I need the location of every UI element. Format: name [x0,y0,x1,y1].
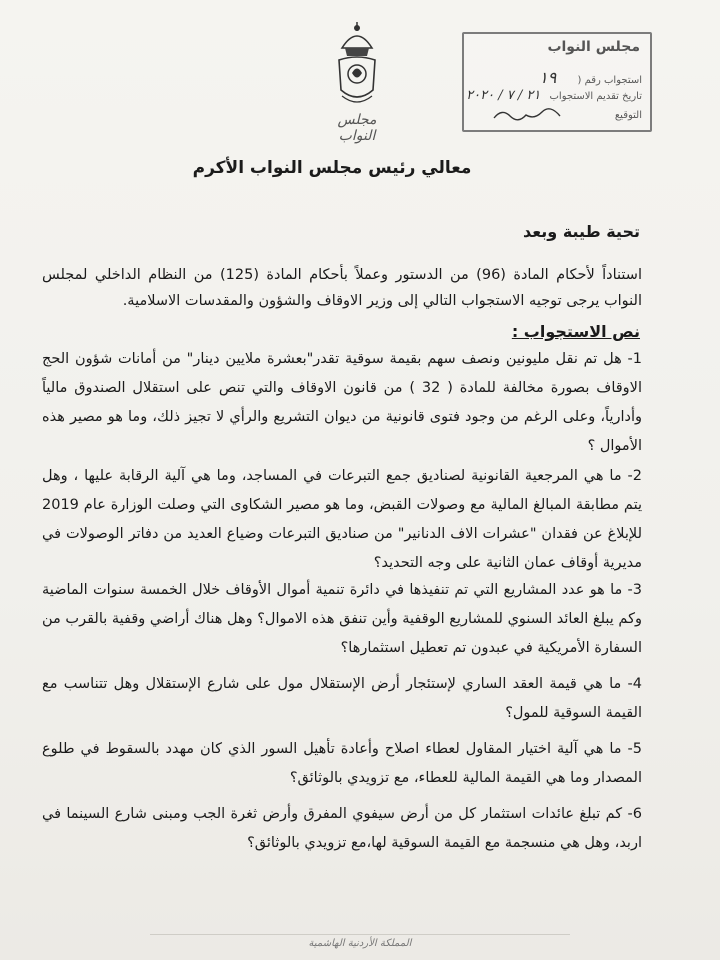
letter-greeting: تحية طيبة وبعد [523,222,640,241]
footer-text: المملكة الأردنية الهاشمية [308,938,412,949]
emblem-label: مجلس النواب [337,112,377,144]
footer-divider [150,934,570,935]
parliament-emblem [322,18,392,144]
letter-heading: معالي رئيس مجلس النواب الأكرم [192,158,472,178]
question-item: 1- هل تم نقل مليونين ونصف سهم بقيمة سوقية تقدر"بعشرة ملايين دينار" من أمانات شؤون الحج الاوقاف بصورة مخالفة للمادة ( 32 ) من قانون الاوقاف والتي تنص على استقلال الصندوق مالياً وأدارياً، وعلى الرغم من وجود فتوى قانونية من ديوان التشريع والرأي لا تجيز ذلك، وما هو مصير هذه الأموال ؟ [42,351,642,454]
question-item: 4- ما هي قيمة العقد الساري لإستئجار أرض الإستقلال مول على شارع الإستقلال وهل تتناسب مع القيمة السوقية للمول؟ [42,676,642,721]
crown-emblem-icon [332,18,382,108]
question-item: 6- كم تبلغ عائدات استثمار كل من أرض سيفوي المفرق وأرض ثغرة الجب ومبنى شارع السينما في اربد، وهل هي منسجمة مع القيمة السوقية لها،مع تزويدي بالوثائق؟ [42,806,642,851]
section-label: نص الاستجواب : [511,322,640,341]
question-item: 3- ما هو عدد المشاريع التي تم تنفيذها في دائرة تنمية أموال الأوقاف خلال الخمسة سنوات الماضية وكم يبلغ العائد السنوي للمشاريع الوقفية وأين تنفق هذه الاموال؟ وهل هناك أراضي وقفية بالقرب من السفارة الأمريكية في عبدون تم تعطيل استثمارها؟ [42,582,642,656]
stamp-title: مجلس النواب [547,39,640,55]
stamp-number-value: ١٩ [539,68,557,87]
question-item: 5- ما هي آلية اختيار المقاول لعطاء اصلاح وأعادة تأهيل السور الذي كان مهدد بالسقوط في طلوع المصدار وما هي القيمة المالية للعطاء، مع تزويدي بالوثائق؟ [42,741,642,786]
question-item: 2- ما هي المرجعية القانونية لصناديق جمع التبرعات في المساجد، وما هي آلية الرقابة عليها ، وهل يتم مطابقة المبالغ المالية مع وصولات القبض، وما هو مصير الشكاوى التي وصلت الوزارة عام 2019 للإبلاغ عن فقدان "عشرات الاف الدنانير" من صناديق التبرعات وضياع العديد من دفاتر الوصولات في مديرية أوقاف عمان الثانية على وجه التحديد؟ [42,468,642,571]
stamp-date-value: ٢١ / ٧ / ٢٠٢٠ [466,88,541,103]
letter-intro: استناداً لأحكام المادة (96) من الدستور وعملاً بأحكام المادة (125) من النظام الداخلي لمجلس النواب يرجى توجيه الاستجواب التالي إلى وزير الاوقاف والشؤون والمقدسات الاسلامية. [42,267,642,309]
stamp-number-label: استجواب رقم ( [577,75,642,86]
stamp-signature-label: التوقيع [614,110,642,121]
stamp-date-label: تاريخ تقديم الاستجواب [549,91,642,102]
stamp-number-row [539,68,642,87]
stamp-signature-row [615,110,642,121]
reception-stamp [462,32,652,132]
handwritten-signature-icon [492,106,562,124]
stamp-date-row [466,88,642,103]
